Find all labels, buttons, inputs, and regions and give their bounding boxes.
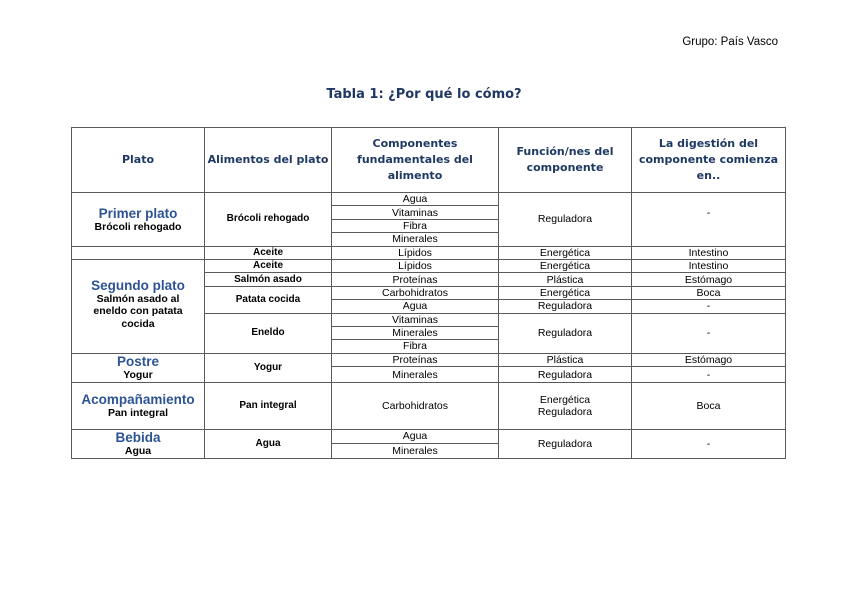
food-cell: Pan integral bbox=[205, 383, 332, 430]
plato-name: Bebida bbox=[115, 430, 161, 446]
table-row bbox=[72, 246, 786, 259]
food-cell: Patata cocida bbox=[205, 286, 332, 313]
plato-desc: Yogur bbox=[123, 369, 153, 382]
table-row bbox=[72, 383, 786, 430]
food-cell: Aceite bbox=[205, 246, 332, 259]
plato-desc: Salmón asado al eneldo con patata cocida bbox=[93, 292, 183, 330]
digestion-cell: - bbox=[632, 367, 786, 383]
component-cell: Minerales bbox=[332, 443, 499, 458]
plato-cell-postre bbox=[72, 353, 205, 382]
function-cell: Reguladora bbox=[499, 313, 632, 353]
digestion-cell: Boca bbox=[632, 286, 786, 299]
plato-name: Acompañamiento bbox=[81, 392, 195, 408]
function-cell: Energética bbox=[499, 259, 632, 272]
plato-name: Primer plato bbox=[98, 205, 178, 221]
plato-cell-empty bbox=[72, 246, 205, 259]
digestion-cell: - bbox=[632, 300, 786, 313]
function-cell: Plástica bbox=[499, 353, 632, 366]
table-row bbox=[72, 193, 786, 206]
plato-desc: Brócoli rehogado bbox=[94, 220, 182, 233]
table-title: Tabla 1: ¿Por qué lo cómo? bbox=[326, 87, 522, 102]
component-cell: Carbohidratos bbox=[332, 383, 499, 430]
plato-name: Segundo plato bbox=[91, 277, 185, 293]
function-cell: Reguladora bbox=[499, 430, 632, 459]
header-componentes: Componentes fundamentales del alimento bbox=[332, 128, 499, 193]
digestion-cell: Estómago bbox=[632, 273, 786, 286]
group-label: Grupo: País Vasco bbox=[682, 36, 778, 48]
plato-cell-segundo bbox=[72, 259, 205, 353]
component-cell: Agua bbox=[332, 430, 499, 443]
plato-cell-bebida bbox=[72, 430, 205, 459]
food-cell: Salmón asado bbox=[205, 273, 332, 286]
plato-name: Postre bbox=[116, 354, 160, 370]
table-row bbox=[72, 259, 786, 272]
food-cell: Eneldo bbox=[205, 313, 332, 353]
function-value: Energética bbox=[539, 394, 591, 407]
function-cell: Reguladora bbox=[499, 367, 632, 383]
food-table bbox=[71, 127, 786, 459]
digestion-cell: - bbox=[632, 313, 786, 353]
function-cell: Reguladora bbox=[499, 300, 632, 313]
food-cell: Brócoli rehogado bbox=[205, 193, 332, 247]
component-cell: Fibra bbox=[332, 219, 499, 232]
plato-cell-primer bbox=[72, 193, 205, 247]
component-cell: Vitaminas bbox=[332, 313, 499, 326]
header-alimentos: Alimentos del plato bbox=[205, 128, 332, 193]
digestion-cell: Boca bbox=[632, 383, 786, 430]
component-cell: Agua bbox=[332, 300, 499, 313]
digestion-cell: Intestino bbox=[632, 259, 786, 272]
header-digestion: La digestión del componente comienza en.. bbox=[632, 128, 786, 193]
food-cell: Agua bbox=[205, 430, 332, 459]
food-cell: Yogur bbox=[205, 353, 332, 382]
digestion-cell: - bbox=[632, 430, 786, 459]
header-row bbox=[72, 128, 786, 193]
component-cell: Proteínas bbox=[332, 353, 499, 366]
function-cell: Plástica bbox=[499, 273, 632, 286]
digestion-value: - bbox=[706, 207, 711, 219]
table-row bbox=[72, 430, 786, 443]
digestion-cell: Estómago bbox=[632, 353, 786, 366]
function-cell bbox=[499, 383, 632, 430]
header-plato: Plato bbox=[72, 128, 205, 193]
component-cell: Proteínas bbox=[332, 273, 499, 286]
function-value: Reguladora bbox=[537, 406, 593, 419]
component-cell: Lípidos bbox=[332, 246, 499, 259]
digestion-cell bbox=[632, 193, 786, 247]
component-cell: Fibra bbox=[332, 340, 499, 353]
component-cell: Lípidos bbox=[332, 259, 499, 272]
component-cell: Carbohidratos bbox=[332, 286, 499, 299]
plato-cell-acomp bbox=[72, 383, 205, 430]
digestion-cell: Intestino bbox=[632, 246, 786, 259]
table-row bbox=[72, 353, 786, 366]
component-cell: Minerales bbox=[332, 233, 499, 246]
function-cell: Energética bbox=[499, 286, 632, 299]
header-funcion: Función/nes del componente bbox=[499, 128, 632, 193]
plato-desc: Pan integral bbox=[107, 407, 169, 420]
function-cell: Energética bbox=[499, 246, 632, 259]
component-cell: Minerales bbox=[332, 367, 499, 383]
function-cell: Reguladora bbox=[499, 193, 632, 247]
food-cell: Aceite bbox=[205, 259, 332, 272]
plato-desc: Agua bbox=[124, 445, 152, 458]
component-cell: Minerales bbox=[332, 326, 499, 339]
component-cell: Agua bbox=[332, 193, 499, 206]
component-cell: Vitaminas bbox=[332, 206, 499, 219]
